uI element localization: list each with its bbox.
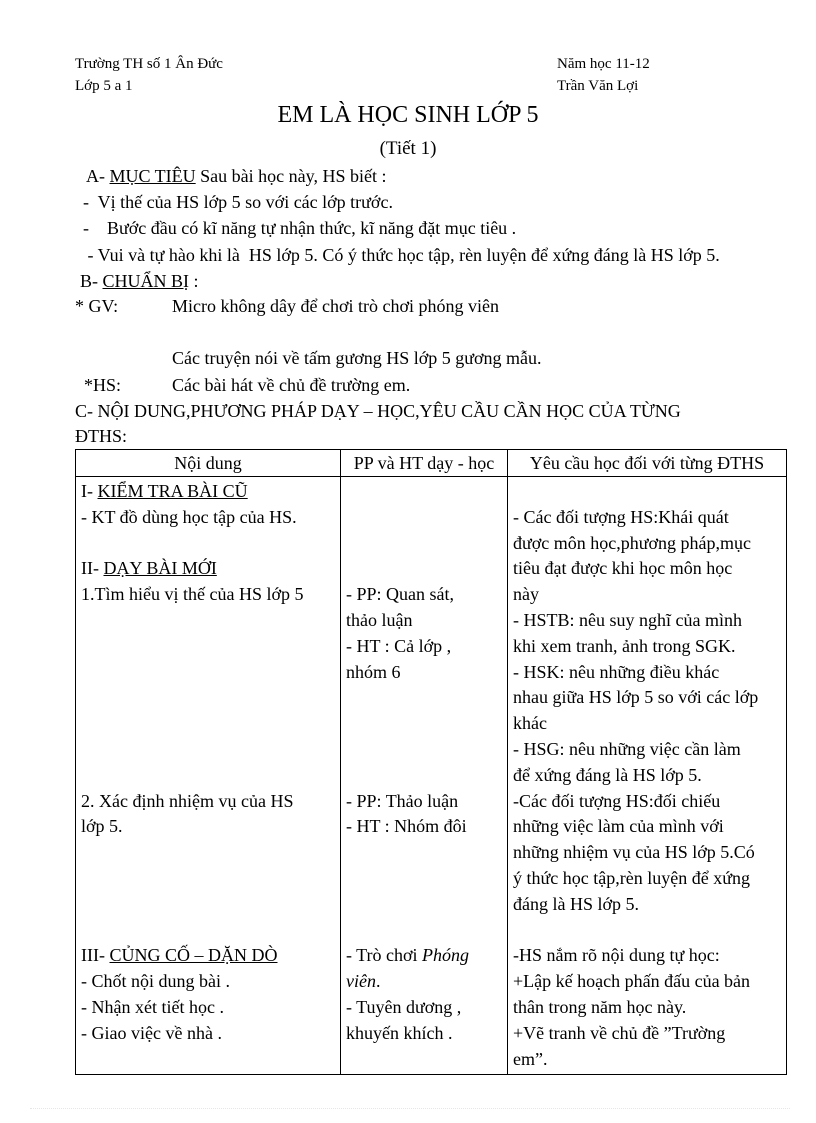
req-2-line-1: - HSTB: nêu suy nghĩ của mình — [513, 609, 742, 630]
req-1-line-2: được môn học,phương pháp,mục — [513, 532, 752, 553]
table-header-row — [76, 450, 787, 477]
method-2-line-2: - HT : Nhóm đôi — [346, 816, 467, 837]
header-requirements: Yêu cầu học đối với từng ĐTHS — [508, 450, 787, 477]
section-2-item-2: 2. Xác định nhiệm vụ của HS — [81, 790, 294, 811]
req-6-line-4: +Vẽ tranh về chủ đề ”Trường — [513, 1022, 726, 1043]
req-1-line-1: - Các đối tượng HS:Khái quát — [513, 506, 729, 527]
req-1-line-4: này — [513, 584, 539, 605]
method-3-line-4: khuyến khích . — [346, 1022, 453, 1043]
req-4-line-1: - HSG: nêu những việc cần làm — [513, 738, 741, 759]
gv-item-2: Các truyện nói về tấm gương HS lớp 5 gương mẫu. — [172, 348, 542, 368]
method-cell — [341, 477, 508, 1075]
page-footer-divider — [30, 1108, 790, 1109]
req-5-line-2: những việc làm của mình với — [513, 816, 724, 837]
section-c-heading-cont: ĐTHS: — [75, 426, 128, 446]
section-1-heading: I- KIỂM TRA BÀI CŨ — [81, 481, 248, 501]
objective-item-2: - Bước đầu có kĩ năng tự nhận thức, kĩ năng đặt mục tiêu . — [83, 218, 517, 238]
req-5-line-5: đáng là HS lớp 5. — [513, 893, 640, 914]
method-1-line-3: - HT : Cả lớp , — [346, 635, 452, 656]
page-title: EM LÀ HỌC SINH LỚP 5 — [277, 102, 539, 128]
req-3-line-1: - HSK: nêu những điều khác — [513, 661, 720, 682]
req-2-line-2: khi xem tranh, ảnh trong SGK. — [513, 635, 736, 656]
section-a-title: MỤC TIÊU — [109, 166, 196, 186]
method-1-line-4: nhóm 6 — [346, 661, 401, 682]
school-year: Năm học 11-12 — [557, 56, 650, 72]
objective-item-1: - Vị thế của HS lớp 5 so với các lớp trước. — [83, 192, 393, 212]
section-2-heading: II- DẠY BÀI MỚI — [81, 558, 217, 579]
req-4-line-2: để xứng đáng là HS lớp 5. — [513, 764, 702, 785]
objective-item-3: - Vui và tự hào khi là HS lớp 5. Có ý thức học tập, rèn luyện để xứng đáng là HS lớp 5. — [83, 245, 720, 265]
method-3-line-1: - Trò chơi Phóng — [346, 945, 470, 966]
req-5-line-3: những nhiệm vụ của HS lớp 5.Có — [513, 842, 755, 863]
gv-item-1: Micro không dây để chơi trò chơi phóng viên — [172, 296, 499, 316]
section-b-heading: B- CHUẨN BỊ : — [80, 271, 199, 291]
section-a-heading: A- MỤC TIÊU Sau bài học này, HS biết : — [86, 166, 387, 186]
method-2-line-1: - PP: Thảo luận — [346, 790, 459, 811]
section-1-item: - KT đồ dùng học tập của HS. — [81, 506, 297, 527]
section-3-item-1: - Chốt nội dung bài . — [81, 971, 230, 992]
header-content: Nội dung — [76, 450, 341, 477]
header-method: PP và HT dạy - học — [341, 450, 508, 477]
section-3-item-3: - Giao việc về nhà . — [81, 1022, 222, 1043]
hs-item: Các bài hát về chủ đề trường em. — [172, 375, 411, 395]
school-name: Trường TH số 1 Ân Đức — [75, 56, 223, 72]
section-3-item-2: - Nhận xét tiết học . — [81, 996, 224, 1017]
lesson-plan-table — [75, 449, 787, 1075]
req-5-line-4: ý thức học tập,rèn luyện để xứng — [513, 867, 750, 888]
section-c-heading: C- NỘI DUNG,PHƯƠNG PHÁP DẠY – HỌC,YÊU CẦU CẦN HỌC CỦA TỪNG — [75, 401, 681, 421]
requirements-cell — [508, 477, 787, 1075]
req-6-line-3: thân trong năm học này. — [513, 996, 687, 1017]
req-6-line-2: +Lập kế hoạch phấn đấu của bản — [513, 971, 751, 992]
teacher-name: Trần Văn Lợi — [557, 78, 639, 94]
section-2-item-1: 1.Tìm hiểu vị thế của HS lớp 5 — [81, 584, 304, 605]
method-1-line-2: thảo luận — [346, 609, 413, 630]
method-3-line-3: - Tuyên dương , — [346, 996, 462, 1017]
gv-label: * GV: — [75, 296, 119, 316]
req-3-line-3: khác — [513, 713, 547, 734]
lesson-number: (Tiết 1) — [379, 138, 437, 159]
method-1-line-1: - PP: Quan sát, — [346, 584, 454, 605]
hs-label: *HS: — [84, 375, 122, 395]
req-1-line-3: tiêu đạt được khi học môn học — [513, 558, 733, 579]
req-3-line-2: nhau giữa HS lớp 5 so với các lớp — [513, 687, 759, 708]
class-name: Lớp 5 a 1 — [75, 78, 133, 94]
method-3-line-2: viên. — [346, 971, 381, 992]
section-3-heading: III- CỦNG CỐ – DẶN DÒ — [81, 945, 278, 966]
req-5-line-1: -Các đối tượng HS:đối chiếu — [513, 790, 721, 811]
content-cell — [76, 477, 341, 1075]
section-b-title: CHUẨN BỊ — [102, 271, 190, 291]
table-row — [76, 477, 787, 1075]
req-6-line-1: -HS nắm rõ nội dung tự học: — [513, 945, 720, 966]
req-6-line-5: em”. — [513, 1048, 548, 1069]
section-2-item-2-cont: lớp 5. — [81, 816, 123, 837]
